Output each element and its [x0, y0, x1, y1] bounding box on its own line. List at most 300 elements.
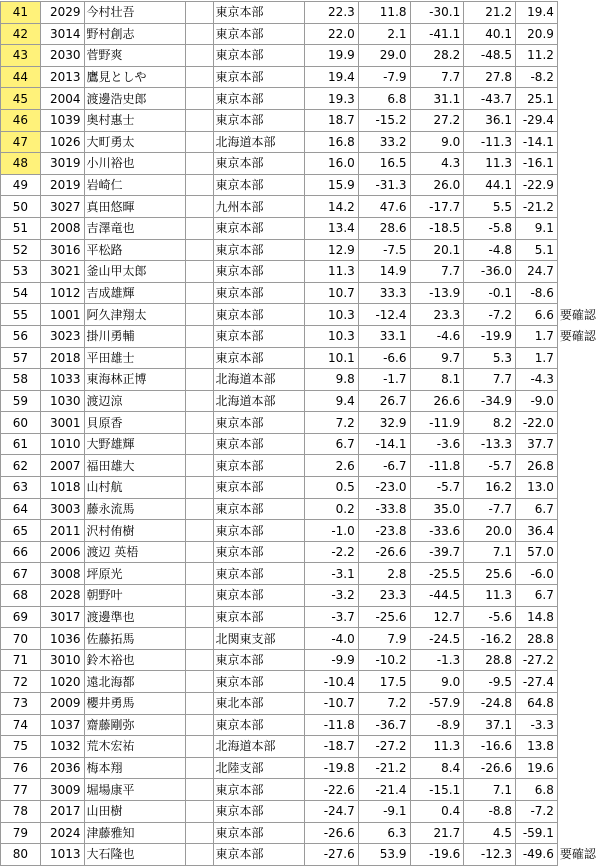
rank-cell[interactable]: 79: [1, 822, 41, 844]
dept-cell[interactable]: 北関東支部: [213, 628, 305, 650]
dept-cell[interactable]: 北陸支部: [213, 757, 305, 779]
value3-cell[interactable]: -15.1: [410, 779, 464, 801]
empty-cell[interactable]: [185, 541, 213, 563]
rank-cell[interactable]: 68: [1, 585, 41, 607]
name-cell[interactable]: 沢村侑樹: [84, 520, 185, 542]
value4-cell[interactable]: 40.1: [464, 23, 516, 45]
value4-cell[interactable]: 5.5: [464, 196, 516, 218]
dept-cell[interactable]: 東京本部: [213, 714, 305, 736]
value2-cell[interactable]: 7.9: [358, 628, 410, 650]
id-cell[interactable]: 1036: [40, 628, 84, 650]
empty-cell[interactable]: [185, 88, 213, 110]
id-cell[interactable]: 1032: [40, 736, 84, 758]
value2-cell[interactable]: -14.1: [358, 433, 410, 455]
value4-cell[interactable]: 28.8: [464, 649, 516, 671]
score-cell[interactable]: -3.1: [305, 563, 359, 585]
score-cell[interactable]: -3.2: [305, 585, 359, 607]
value2-cell[interactable]: -10.2: [358, 649, 410, 671]
value5-cell[interactable]: 6.8: [515, 779, 557, 801]
empty-cell[interactable]: [185, 347, 213, 369]
score-cell[interactable]: 0.2: [305, 498, 359, 520]
name-cell[interactable]: 荒木宏祐: [84, 736, 185, 758]
empty-cell[interactable]: [185, 693, 213, 715]
note-cell[interactable]: 要確認: [559, 329, 596, 344]
value5-cell[interactable]: -49.6: [515, 844, 557, 866]
dept-cell[interactable]: 東京本部: [213, 325, 305, 347]
score-cell[interactable]: -26.6: [305, 822, 359, 844]
rank-cell[interactable]: 72: [1, 671, 41, 693]
dept-cell[interactable]: 東京本部: [213, 822, 305, 844]
empty-cell[interactable]: [185, 477, 213, 499]
value4-cell[interactable]: 11.3: [464, 153, 516, 175]
rank-cell[interactable]: 67: [1, 563, 41, 585]
value2-cell[interactable]: 33.3: [358, 282, 410, 304]
value5-cell[interactable]: 6.6: [515, 304, 557, 326]
dept-cell[interactable]: 北海道本部: [213, 390, 305, 412]
id-cell[interactable]: 3010: [40, 649, 84, 671]
id-cell[interactable]: 3023: [40, 325, 84, 347]
name-cell[interactable]: 鷹見としや: [84, 66, 185, 88]
empty-cell[interactable]: [185, 606, 213, 628]
name-cell[interactable]: 福田雄大: [84, 455, 185, 477]
value5-cell[interactable]: 64.8: [515, 693, 557, 715]
id-cell[interactable]: 2030: [40, 45, 84, 67]
value2-cell[interactable]: -21.4: [358, 779, 410, 801]
score-cell[interactable]: -11.8: [305, 714, 359, 736]
value4-cell[interactable]: 5.3: [464, 347, 516, 369]
rank-cell[interactable]: 65: [1, 520, 41, 542]
value5-cell[interactable]: 9.1: [515, 217, 557, 239]
value4-cell[interactable]: -16.2: [464, 628, 516, 650]
dept-cell[interactable]: 東京本部: [213, 649, 305, 671]
value3-cell[interactable]: -18.5: [410, 217, 464, 239]
value2-cell[interactable]: 16.5: [358, 153, 410, 175]
value5-cell[interactable]: -7.2: [515, 800, 557, 822]
empty-cell[interactable]: [185, 649, 213, 671]
score-cell[interactable]: 10.1: [305, 347, 359, 369]
empty-cell[interactable]: [185, 282, 213, 304]
empty-cell[interactable]: [185, 585, 213, 607]
value4-cell[interactable]: -11.3: [464, 131, 516, 153]
score-cell[interactable]: 10.7: [305, 282, 359, 304]
note-cell[interactable]: [557, 347, 599, 369]
id-cell[interactable]: 3008: [40, 563, 84, 585]
value2-cell[interactable]: -36.7: [358, 714, 410, 736]
name-cell[interactable]: 渡辺 英梧: [84, 541, 185, 563]
rank-cell[interactable]: 74: [1, 714, 41, 736]
id-cell[interactable]: 3014: [40, 23, 84, 45]
score-cell[interactable]: 15.9: [305, 174, 359, 196]
id-cell[interactable]: 2029: [40, 2, 84, 24]
value5-cell[interactable]: 19.6: [515, 757, 557, 779]
note-cell[interactable]: [557, 45, 599, 67]
empty-cell[interactable]: [185, 498, 213, 520]
value3-cell[interactable]: -3.6: [410, 433, 464, 455]
value5-cell[interactable]: -6.0: [515, 563, 557, 585]
id-cell[interactable]: 2028: [40, 585, 84, 607]
value4-cell[interactable]: -12.3: [464, 844, 516, 866]
note-cell[interactable]: [557, 628, 599, 650]
note-cell[interactable]: 要確認: [559, 307, 596, 322]
empty-cell[interactable]: [185, 390, 213, 412]
score-cell[interactable]: 13.4: [305, 217, 359, 239]
value3-cell[interactable]: -39.7: [410, 541, 464, 563]
dept-cell[interactable]: 東京本部: [213, 563, 305, 585]
value2-cell[interactable]: 7.2: [358, 693, 410, 715]
value5-cell[interactable]: 13.8: [515, 736, 557, 758]
dept-cell[interactable]: 東京本部: [213, 174, 305, 196]
value5-cell[interactable]: -27.2: [515, 649, 557, 671]
dept-cell[interactable]: 北海道本部: [213, 369, 305, 391]
dept-cell[interactable]: 九州本部: [213, 196, 305, 218]
rank-cell[interactable]: 76: [1, 757, 41, 779]
rank-cell[interactable]: 56: [1, 325, 41, 347]
value5-cell[interactable]: -21.2: [515, 196, 557, 218]
id-cell[interactable]: 2013: [40, 66, 84, 88]
dept-cell[interactable]: 東京本部: [213, 455, 305, 477]
name-cell[interactable]: 吉澤竜也: [84, 217, 185, 239]
name-cell[interactable]: 掛川勇輔: [84, 325, 185, 347]
value4-cell[interactable]: 7.1: [464, 541, 516, 563]
dept-cell[interactable]: 東京本部: [213, 45, 305, 67]
empty-cell[interactable]: [185, 563, 213, 585]
value3-cell[interactable]: 28.2: [410, 45, 464, 67]
value5-cell[interactable]: 24.7: [515, 261, 557, 283]
value5-cell[interactable]: -29.4: [515, 109, 557, 131]
note-cell[interactable]: [557, 498, 599, 520]
value3-cell[interactable]: 8.1: [410, 369, 464, 391]
empty-cell[interactable]: [185, 23, 213, 45]
value3-cell[interactable]: 31.1: [410, 88, 464, 110]
name-cell[interactable]: 堀場康平: [84, 779, 185, 801]
value4-cell[interactable]: 7.1: [464, 779, 516, 801]
note-cell[interactable]: [557, 412, 599, 434]
note-cell[interactable]: [557, 693, 599, 715]
value5-cell[interactable]: -59.1: [515, 822, 557, 844]
value4-cell[interactable]: 21.2: [464, 2, 516, 24]
dept-cell[interactable]: 東京本部: [213, 347, 305, 369]
value5-cell[interactable]: 11.2: [515, 45, 557, 67]
value5-cell[interactable]: 1.7: [515, 325, 557, 347]
value4-cell[interactable]: 44.1: [464, 174, 516, 196]
value4-cell[interactable]: 11.3: [464, 585, 516, 607]
name-cell[interactable]: 大町勇太: [84, 131, 185, 153]
rank-cell[interactable]: 53: [1, 261, 41, 283]
value3-cell[interactable]: -1.3: [410, 649, 464, 671]
value4-cell[interactable]: -13.3: [464, 433, 516, 455]
name-cell[interactable]: 山田樹: [84, 800, 185, 822]
empty-cell[interactable]: [185, 304, 213, 326]
value5-cell[interactable]: 37.7: [515, 433, 557, 455]
value3-cell[interactable]: 23.3: [410, 304, 464, 326]
score-cell[interactable]: 22.3: [305, 2, 359, 24]
name-cell[interactable]: 真田悠暉: [84, 196, 185, 218]
rank-cell[interactable]: 70: [1, 628, 41, 650]
name-cell[interactable]: 平田雄士: [84, 347, 185, 369]
rank-cell[interactable]: 57: [1, 347, 41, 369]
note-cell[interactable]: [557, 520, 599, 542]
empty-cell[interactable]: [185, 66, 213, 88]
note-cell[interactable]: [557, 196, 599, 218]
name-cell[interactable]: 藤永流馬: [84, 498, 185, 520]
rank-cell[interactable]: 47: [1, 131, 41, 153]
id-cell[interactable]: 1020: [40, 671, 84, 693]
value4-cell[interactable]: -7.2: [464, 304, 516, 326]
score-cell[interactable]: -10.7: [305, 693, 359, 715]
dept-cell[interactable]: 東京本部: [213, 585, 305, 607]
id-cell[interactable]: 2024: [40, 822, 84, 844]
value2-cell[interactable]: -33.8: [358, 498, 410, 520]
rank-cell[interactable]: 66: [1, 541, 41, 563]
note-cell[interactable]: [557, 282, 599, 304]
dept-cell[interactable]: 東京本部: [213, 671, 305, 693]
note-cell[interactable]: [557, 822, 599, 844]
rank-cell[interactable]: 55: [1, 304, 41, 326]
note-cell[interactable]: [557, 649, 599, 671]
value2-cell[interactable]: 53.9: [358, 844, 410, 866]
value4-cell[interactable]: -7.7: [464, 498, 516, 520]
rank-cell[interactable]: 62: [1, 455, 41, 477]
note-cell[interactable]: [557, 455, 599, 477]
value3-cell[interactable]: -25.5: [410, 563, 464, 585]
empty-cell[interactable]: [185, 520, 213, 542]
score-cell[interactable]: 12.9: [305, 239, 359, 261]
value3-cell[interactable]: -11.9: [410, 412, 464, 434]
score-cell[interactable]: 16.8: [305, 131, 359, 153]
rank-cell[interactable]: 46: [1, 109, 41, 131]
name-cell[interactable]: 野村創志: [84, 23, 185, 45]
value5-cell[interactable]: 19.4: [515, 2, 557, 24]
value5-cell[interactable]: -22.9: [515, 174, 557, 196]
value4-cell[interactable]: -5.8: [464, 217, 516, 239]
name-cell[interactable]: 東海林正博: [84, 369, 185, 391]
value2-cell[interactable]: 47.6: [358, 196, 410, 218]
value5-cell[interactable]: 13.0: [515, 477, 557, 499]
value2-cell[interactable]: -21.2: [358, 757, 410, 779]
score-cell[interactable]: 9.8: [305, 369, 359, 391]
rank-cell[interactable]: 63: [1, 477, 41, 499]
score-cell[interactable]: 6.7: [305, 433, 359, 455]
empty-cell[interactable]: [185, 174, 213, 196]
note-cell[interactable]: [557, 390, 599, 412]
value2-cell[interactable]: 2.1: [358, 23, 410, 45]
rank-cell[interactable]: 80: [1, 844, 41, 866]
note-cell[interactable]: [557, 153, 599, 175]
value3-cell[interactable]: -17.7: [410, 196, 464, 218]
value4-cell[interactable]: -4.8: [464, 239, 516, 261]
value5-cell[interactable]: 5.1: [515, 239, 557, 261]
dept-cell[interactable]: 東京本部: [213, 433, 305, 455]
value5-cell[interactable]: 25.1: [515, 88, 557, 110]
value3-cell[interactable]: 11.3: [410, 736, 464, 758]
name-cell[interactable]: 鈴木裕也: [84, 649, 185, 671]
value4-cell[interactable]: -43.7: [464, 88, 516, 110]
value4-cell[interactable]: -5.6: [464, 606, 516, 628]
empty-cell[interactable]: [185, 736, 213, 758]
note-cell[interactable]: [557, 174, 599, 196]
score-cell[interactable]: 19.9: [305, 45, 359, 67]
value4-cell[interactable]: 27.8: [464, 66, 516, 88]
note-cell[interactable]: [557, 714, 599, 736]
dept-cell[interactable]: 東京本部: [213, 23, 305, 45]
value3-cell[interactable]: 0.4: [410, 800, 464, 822]
empty-cell[interactable]: [185, 628, 213, 650]
name-cell[interactable]: 吉成雄輝: [84, 282, 185, 304]
value3-cell[interactable]: -13.9: [410, 282, 464, 304]
value2-cell[interactable]: 28.6: [358, 217, 410, 239]
id-cell[interactable]: 3017: [40, 606, 84, 628]
value5-cell[interactable]: 36.4: [515, 520, 557, 542]
value3-cell[interactable]: 9.0: [410, 131, 464, 153]
value5-cell[interactable]: 6.7: [515, 585, 557, 607]
dept-cell[interactable]: 東京本部: [213, 520, 305, 542]
note-cell[interactable]: [557, 239, 599, 261]
value4-cell[interactable]: -9.5: [464, 671, 516, 693]
id-cell[interactable]: 2011: [40, 520, 84, 542]
value4-cell[interactable]: 25.6: [464, 563, 516, 585]
note-cell[interactable]: [557, 477, 599, 499]
value2-cell[interactable]: 6.3: [358, 822, 410, 844]
score-cell[interactable]: -4.0: [305, 628, 359, 650]
note-cell[interactable]: [557, 563, 599, 585]
value2-cell[interactable]: -7.5: [358, 239, 410, 261]
value2-cell[interactable]: -6.7: [358, 455, 410, 477]
name-cell[interactable]: 渡辺涼: [84, 390, 185, 412]
id-cell[interactable]: 3001: [40, 412, 84, 434]
value3-cell[interactable]: -24.5: [410, 628, 464, 650]
note-cell[interactable]: [557, 2, 599, 24]
id-cell[interactable]: 2009: [40, 693, 84, 715]
dept-cell[interactable]: 東京本部: [213, 477, 305, 499]
note-cell[interactable]: [557, 541, 599, 563]
name-cell[interactable]: 菅野爽: [84, 45, 185, 67]
name-cell[interactable]: 奥村惠士: [84, 109, 185, 131]
value5-cell[interactable]: -3.3: [515, 714, 557, 736]
value3-cell[interactable]: -33.6: [410, 520, 464, 542]
score-cell[interactable]: 16.0: [305, 153, 359, 175]
value4-cell[interactable]: 7.7: [464, 369, 516, 391]
value5-cell[interactable]: -8.6: [515, 282, 557, 304]
value4-cell[interactable]: 8.2: [464, 412, 516, 434]
note-cell[interactable]: [557, 736, 599, 758]
empty-cell[interactable]: [185, 412, 213, 434]
score-cell[interactable]: -22.6: [305, 779, 359, 801]
value2-cell[interactable]: 17.5: [358, 671, 410, 693]
empty-cell[interactable]: [185, 261, 213, 283]
value3-cell[interactable]: -8.9: [410, 714, 464, 736]
value2-cell[interactable]: 32.9: [358, 412, 410, 434]
value2-cell[interactable]: 26.7: [358, 390, 410, 412]
empty-cell[interactable]: [185, 196, 213, 218]
value4-cell[interactable]: -34.9: [464, 390, 516, 412]
value2-cell[interactable]: -12.4: [358, 304, 410, 326]
value2-cell[interactable]: 33.2: [358, 131, 410, 153]
value3-cell[interactable]: 21.7: [410, 822, 464, 844]
score-cell[interactable]: 7.2: [305, 412, 359, 434]
dept-cell[interactable]: 東京本部: [213, 800, 305, 822]
value3-cell[interactable]: -57.9: [410, 693, 464, 715]
value5-cell[interactable]: 28.8: [515, 628, 557, 650]
value3-cell[interactable]: 9.0: [410, 671, 464, 693]
value3-cell[interactable]: -41.1: [410, 23, 464, 45]
note-cell[interactable]: [557, 779, 599, 801]
rank-cell[interactable]: 61: [1, 433, 41, 455]
dept-cell[interactable]: 東京本部: [213, 261, 305, 283]
value5-cell[interactable]: 57.0: [515, 541, 557, 563]
name-cell[interactable]: 朝野叶: [84, 585, 185, 607]
note-cell[interactable]: [557, 88, 599, 110]
empty-cell[interactable]: [185, 433, 213, 455]
rank-cell[interactable]: 75: [1, 736, 41, 758]
id-cell[interactable]: 1026: [40, 131, 84, 153]
value2-cell[interactable]: 11.8: [358, 2, 410, 24]
value3-cell[interactable]: -30.1: [410, 2, 464, 24]
name-cell[interactable]: 櫻井勇馬: [84, 693, 185, 715]
value3-cell[interactable]: 9.7: [410, 347, 464, 369]
note-cell[interactable]: [557, 369, 599, 391]
value3-cell[interactable]: 26.6: [410, 390, 464, 412]
id-cell[interactable]: 2017: [40, 800, 84, 822]
value2-cell[interactable]: 23.3: [358, 585, 410, 607]
name-cell[interactable]: 渡邊浩史郎: [84, 88, 185, 110]
empty-cell[interactable]: [185, 844, 213, 866]
dept-cell[interactable]: 東京本部: [213, 606, 305, 628]
dept-cell[interactable]: 東京本部: [213, 239, 305, 261]
empty-cell[interactable]: [185, 217, 213, 239]
value5-cell[interactable]: -9.0: [515, 390, 557, 412]
dept-cell[interactable]: 東京本部: [213, 2, 305, 24]
score-cell[interactable]: 18.7: [305, 109, 359, 131]
value4-cell[interactable]: 20.0: [464, 520, 516, 542]
rank-cell[interactable]: 77: [1, 779, 41, 801]
value3-cell[interactable]: -44.5: [410, 585, 464, 607]
value2-cell[interactable]: -25.6: [358, 606, 410, 628]
value4-cell[interactable]: 37.1: [464, 714, 516, 736]
value4-cell[interactable]: -19.9: [464, 325, 516, 347]
id-cell[interactable]: 3016: [40, 239, 84, 261]
name-cell[interactable]: 小川裕也: [84, 153, 185, 175]
dept-cell[interactable]: 北海道本部: [213, 736, 305, 758]
empty-cell[interactable]: [185, 714, 213, 736]
name-cell[interactable]: 佐藤拓馬: [84, 628, 185, 650]
value2-cell[interactable]: -6.6: [358, 347, 410, 369]
note-cell[interactable]: [557, 800, 599, 822]
value5-cell[interactable]: -4.3: [515, 369, 557, 391]
value4-cell[interactable]: -5.7: [464, 455, 516, 477]
dept-cell[interactable]: 東京本部: [213, 282, 305, 304]
value5-cell[interactable]: -8.2: [515, 66, 557, 88]
value4-cell[interactable]: -26.6: [464, 757, 516, 779]
rank-cell[interactable]: 78: [1, 800, 41, 822]
value3-cell[interactable]: 8.4: [410, 757, 464, 779]
name-cell[interactable]: 阿久津翔太: [84, 304, 185, 326]
name-cell[interactable]: 齋藤剛弥: [84, 714, 185, 736]
empty-cell[interactable]: [185, 109, 213, 131]
empty-cell[interactable]: [185, 153, 213, 175]
empty-cell[interactable]: [185, 45, 213, 67]
rank-cell[interactable]: 45: [1, 88, 41, 110]
value3-cell[interactable]: -11.8: [410, 455, 464, 477]
value2-cell[interactable]: -15.2: [358, 109, 410, 131]
dept-cell[interactable]: 東京本部: [213, 304, 305, 326]
rank-cell[interactable]: 42: [1, 23, 41, 45]
name-cell[interactable]: 遠北海都: [84, 671, 185, 693]
value5-cell[interactable]: -22.0: [515, 412, 557, 434]
value2-cell[interactable]: -23.8: [358, 520, 410, 542]
note-cell[interactable]: [557, 671, 599, 693]
value4-cell[interactable]: -36.0: [464, 261, 516, 283]
dept-cell[interactable]: 東京本部: [213, 66, 305, 88]
